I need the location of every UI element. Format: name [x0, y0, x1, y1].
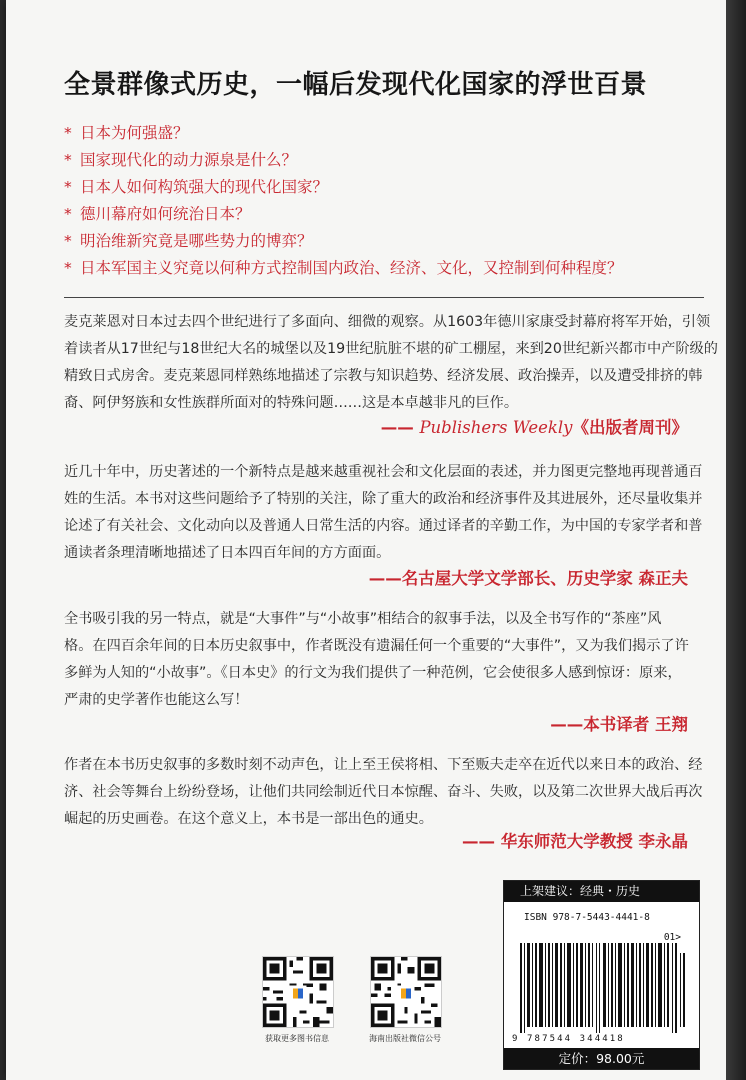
qr-caption: 海南出版社微信公号	[369, 1034, 441, 1043]
review-line: 裔、阿伊努族和女性族群所面对的特殊问题……这是本卓越非凡的巨作。	[64, 395, 519, 411]
qr-pattern-icon	[371, 957, 441, 1027]
question-text: 明治维新究竟是哪些势力的博弈？	[80, 232, 313, 250]
bullet-star: *	[64, 259, 72, 277]
bullet-star: *	[64, 151, 72, 169]
question-text: 国家现代化的动力源泉是什么？	[80, 151, 298, 169]
qr-code-book-info[interactable]	[262, 956, 334, 1028]
question-item	[64, 228, 704, 255]
review-line: 济、社会等舞台上纷纷登场，让他们共同绘制近代日本惊醒、奋斗、失败，以及第二次世界大战后再次	[64, 784, 703, 800]
review-line: 着读者从17世纪与18世纪大名的城堡以及19世纪肮脏不堪的矿工棚屋，来到20世纪新兴都市中产阶级的	[64, 341, 718, 357]
question-text: 日本为何强盛？	[80, 124, 189, 142]
review-line: 麦克莱恩对日本过去四个世纪进行了多面向、细微的观察。从1603年德川家康受封幕府将军开始，引领	[64, 314, 711, 330]
question-item	[64, 201, 704, 228]
qr-code-wechat[interactable]	[370, 956, 442, 1028]
attribution-source: 《出版者周刊》	[572, 418, 688, 437]
review-line: 通读者条理清晰地描述了日本四百年间的方方面面。	[64, 545, 391, 561]
bullet-star: *	[64, 178, 72, 196]
qr-caption: 获取更多图书信息	[265, 1034, 329, 1043]
attribution-dash: ——	[380, 418, 414, 437]
bullet-star: *	[64, 124, 72, 142]
review-line: 崛起的历史画卷。在这个意义上，本书是一部出色的通史。	[64, 811, 433, 827]
question-text: 德川幕府如何统治日本？	[80, 205, 251, 223]
barcode-addon: 01>	[663, 932, 681, 943]
question-text: 日本人如何构筑强大的现代化国家？	[80, 178, 329, 196]
review-paragraph	[64, 606, 704, 714]
review-line: 全书吸引我的另一特点，就是“大事件”与“小故事”相结合的叙事手法，以及全书写作的“茶座”风	[64, 611, 662, 627]
question-text: 日本军国主义究竟以何种方式控制国内政治、经济、文化，又控制到何种程度？	[80, 259, 623, 277]
review-paragraph	[64, 459, 704, 567]
review-paragraph	[64, 752, 704, 833]
review-line: 严肃的史学著作也能这么写！	[64, 692, 249, 708]
bullet-star: *	[64, 232, 72, 250]
headline: 全景群像式历史，一幅后发现代化国家的浮世百景	[64, 70, 648, 100]
shelf-suggestion: 上架建议：经典・历史	[504, 881, 699, 902]
price-label: 定价：98.00元	[504, 1048, 699, 1069]
review-line: 论述了有关社会、文化动向以及普通人日常生活的内容。通过译者的辛勤工作，为中国的专家学者和普	[64, 518, 703, 534]
divider-rule	[64, 297, 704, 298]
review-attribution: ——本书译者 王翔	[550, 715, 688, 734]
qr-pattern-icon	[263, 957, 333, 1027]
question-item	[64, 147, 704, 174]
isbn-number: ISBN 978-7-5443-4441-8	[524, 912, 650, 923]
attribution-latin: Publishers Weekly	[419, 418, 573, 437]
review-line: 姓的生活。本书对这些问题给予了特别的关注，除了重大的政治和经济事件及其进展外，还尽量收集并	[64, 491, 703, 507]
bullet-star: *	[64, 205, 72, 223]
question-item	[64, 120, 704, 147]
barcode-digits: 9 787544 344418	[512, 1034, 625, 1044]
book-spine-edge	[726, 0, 746, 1080]
book-back-cover	[6, 0, 726, 1080]
review-paragraph	[64, 309, 718, 417]
review-line: 格。在四百余年间的日本历史叙事中，作者既没有遗漏任何一个重要的“大事件”，又为我们揭示了许	[64, 638, 689, 654]
review-attribution: —— 华东师范大学教授 李永晶	[462, 832, 688, 851]
barcode-icon	[516, 943, 688, 1033]
review-line: 多鲜为人知的“小故事”。《日本史》的行文为我们提供了一种范例，它会使很多人感到惊讶：原来，	[64, 665, 682, 681]
review-line: 近几十年中，历史著述的一个新特点是越来越重视社会和文化层面的表述，并力图更完整地再现普通百	[64, 464, 703, 480]
question-list	[64, 120, 704, 282]
question-item	[64, 255, 704, 282]
review-attribution: ——名古屋大学文学部长、历史学家 森正夫	[368, 569, 688, 588]
review-line: 精致日式房舍。麦克莱恩同样熟练地描述了宗教与知识趋势、经济发展、政治操弄，以及遭受排挤的韩	[64, 368, 703, 384]
review-line: 作者在本书历史叙事的多数时刻不动声色，让上至王侯将相、下至贩夫走卒在近代以来日本的政治、经	[64, 757, 703, 773]
question-item	[64, 174, 704, 201]
review-attribution	[381, 414, 688, 438]
barcode-panel	[503, 880, 700, 1070]
